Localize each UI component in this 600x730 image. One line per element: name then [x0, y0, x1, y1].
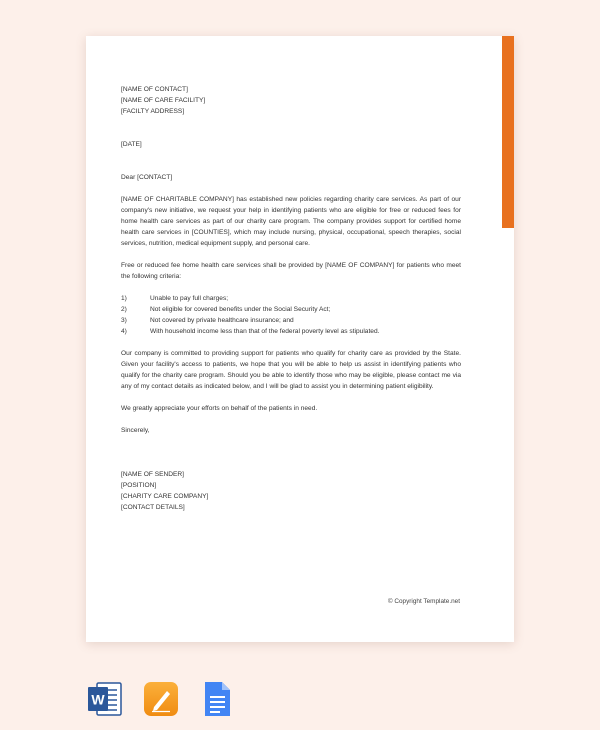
closing: Sincerely, [121, 427, 150, 434]
sender-company: [CHARITY CARE COMPANY] [121, 493, 209, 500]
paragraph-intro: [NAME OF CHARITABLE COMPANY] has established new policies regarding charity care services. As part of our company's new initiative, we request your help in identifying patients who are eligible for free or reduced fees for home health care services as part of our charity care program. The company provides support for certified home health care services in [COUNTIES], which may include nursing, physical, occupational, speech therapies, social services, nutrition, medical equipment supply, and personal care. [121, 196, 461, 247]
recipient-address: [FACILTY ADDRESS] [121, 108, 185, 115]
recipient-name: [NAME OF CONTACT] [121, 86, 188, 93]
accent-bar [502, 36, 514, 228]
document-page [86, 36, 514, 642]
paragraph-commitment: Our company is committed to providing support for patients who qualify for charity care as provided by the State. Given your facility's access to patients, we hope that you will be able to help us assist in identifying patients who qualify for the charity care program. Should you be able to identify those who may be eligible, please contact me via any of my contact details as indicated below, and I will be glad to assist you in determining patient eligibility. [121, 350, 461, 390]
salutation: Dear [CONTACT] [121, 174, 173, 181]
word-icon-letter: W [91, 691, 105, 708]
sender-contact: [CONTACT DETAILS] [121, 504, 185, 511]
criteria-item [121, 315, 461, 326]
copyright-notice: © Copyright Template.net [387, 598, 460, 605]
pages-icon[interactable] [142, 680, 180, 718]
word-icon[interactable] [86, 680, 124, 718]
sender-name: [NAME OF SENDER] [121, 471, 185, 478]
criteria-number: 2) [121, 306, 127, 313]
criteria-text: With household income less than that of the federal poverty level as stipulated. [150, 328, 380, 335]
criteria-text: Not covered by private healthcare insurance; and [150, 317, 294, 324]
criteria-text: Unable to pay full charges; [150, 295, 229, 302]
criteria-number: 4) [121, 328, 127, 335]
criteria-item [121, 293, 461, 304]
paragraph-criteria-intro: Free or reduced fee home health care services shall be provided by [NAME OF COMPANY] for patients who meet the following criteria: [121, 262, 461, 280]
sender-position: [POSITION] [121, 482, 157, 489]
recipient-block [121, 84, 461, 117]
google-docs-icon[interactable] [198, 680, 236, 718]
criteria-item [121, 304, 461, 315]
criteria-number: 3) [121, 317, 127, 324]
letter-date: [DATE] [121, 141, 142, 148]
criteria-item [121, 326, 461, 337]
paragraph-appreciation: We greatly appreciate your efforts on behalf of the patients in need. [121, 405, 318, 412]
criteria-list [121, 293, 461, 337]
criteria-text: Not eligible for covered benefits under the Social Security Act; [150, 306, 331, 313]
letter-body [121, 84, 461, 513]
criteria-number: 1) [121, 295, 127, 302]
signature-block [121, 469, 461, 513]
recipient-facility: [NAME OF CARE FACILITY] [121, 97, 206, 104]
file-format-icons [86, 680, 236, 718]
